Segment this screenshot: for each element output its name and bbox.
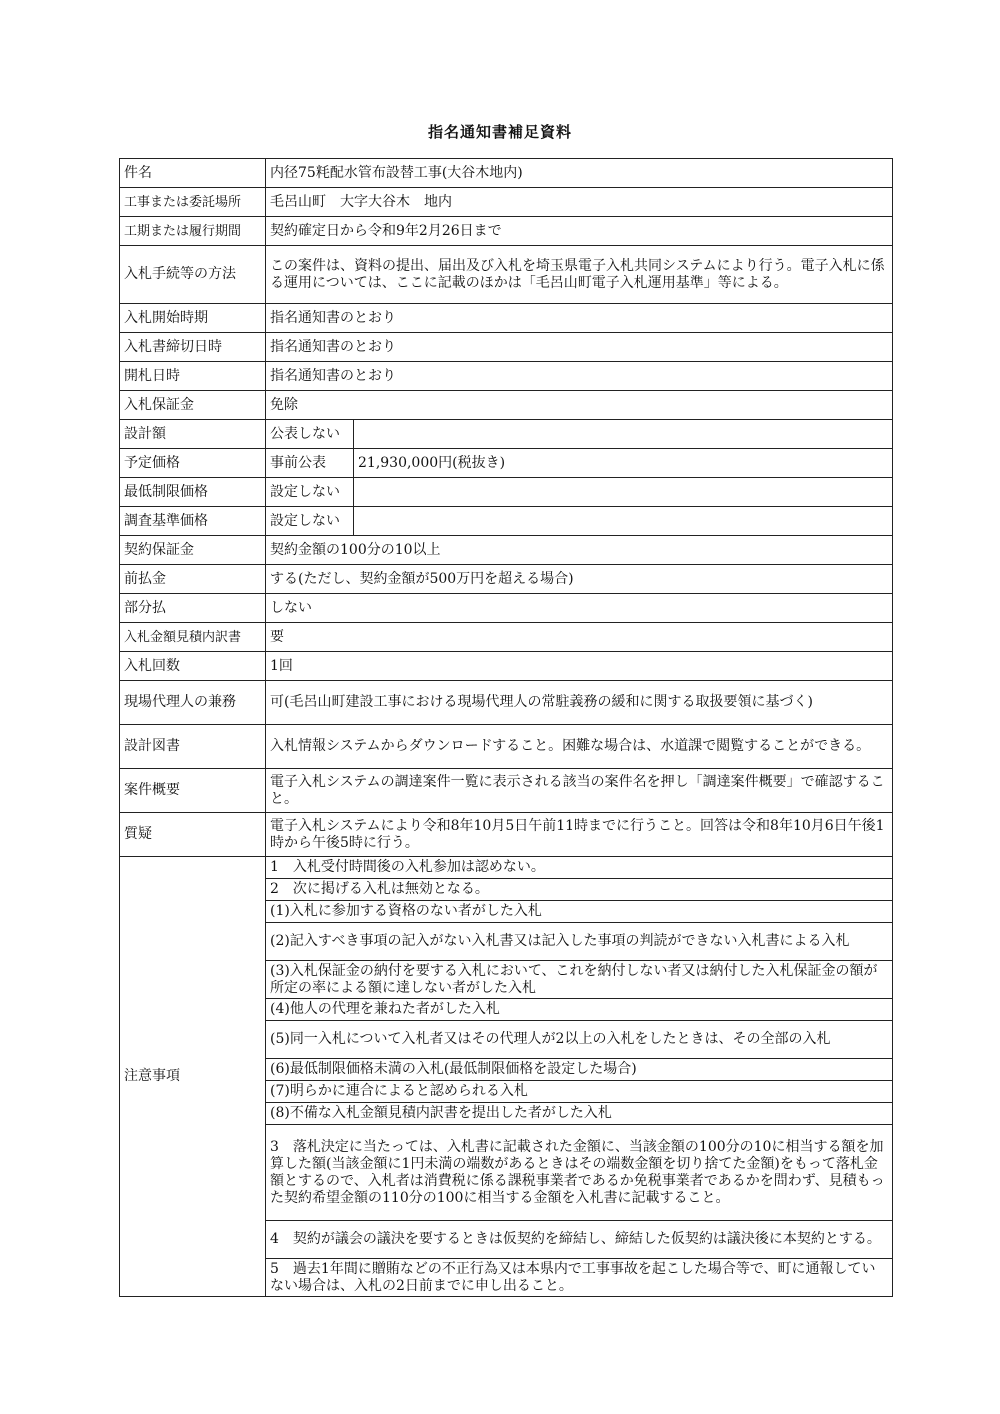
- row-value-primary: 設定しない: [266, 507, 354, 536]
- row-sekkeigaku: [120, 420, 893, 449]
- note-item: 3 落札決定に当たっては、入札書に記載された金額に、当該金額の100分の10に相当する額を加算した額(当該金額に1円未満の端数があるときはその端数金額を切り捨てた金額)をもって落札金額とするので、入札者は消費税に係る課税事業者であるか免税事業者であるかを問わず、見積もった契約希望金額の110分の100に相当する金額を入札書に記載すること。: [266, 1125, 893, 1221]
- row-zusho: [120, 725, 893, 769]
- row-kaisu: [120, 652, 893, 681]
- row-value: 契約確定日から令和9年2月26日まで: [266, 217, 893, 246]
- row-label: 件名: [120, 159, 266, 188]
- row-hoshokin: [120, 391, 893, 420]
- row-kikan: [120, 217, 893, 246]
- row-value: 指名通知書のとおり: [266, 304, 893, 333]
- row-value: 電子入札システムの調達案件一覧に表示される該当の案件名を押し「調達案件概要」で確認すること。: [266, 769, 893, 813]
- note-item: 5 過去1年間に贈賄などの不正行為又は本県内で工事事故を起こした場合等で、町に通報していない場合は、入札の2日前までに申し出ること。: [266, 1259, 893, 1297]
- row-value: 指名通知書のとおり: [266, 362, 893, 391]
- note-item: 2 次に掲げる入札は無効となる。: [266, 879, 893, 901]
- row-value: 毛呂山町 大字大谷木 地内: [266, 188, 893, 217]
- row-label: 入札手続等の方法: [120, 246, 266, 304]
- row-value: 電子入札システムにより令和8年10月5日午前11時までに行うこと。回答は令和8年10月6日午後1時から午後5時に行う。: [266, 813, 893, 857]
- row-label: 開札日時: [120, 362, 266, 391]
- row-kaishi: [120, 304, 893, 333]
- row-label: 部分払: [120, 594, 266, 623]
- info-table: [119, 158, 893, 1297]
- row-value: 契約金額の100分の10以上: [266, 536, 893, 565]
- row-value: する(ただし、契約金額が500万円を超える場合): [266, 565, 893, 594]
- row-value-primary: 設定しない: [266, 478, 354, 507]
- note-item: (6)最低制限価格未満の入札(最低制限価格を設定した場合): [266, 1059, 893, 1081]
- row-value: 免除: [266, 391, 893, 420]
- row-value-secondary: [354, 420, 893, 449]
- row-label: 調査基準価格: [120, 507, 266, 536]
- note-item: (7)明らかに連合によると認められる入札: [266, 1081, 893, 1103]
- notes-label: 注意事項: [120, 857, 266, 1297]
- row-value: 入札情報システムからダウンロードすること。困難な場合は、水道課で閲覧することができる。: [266, 725, 893, 769]
- row-label: 契約保証金: [120, 536, 266, 565]
- row-uchiwake: [120, 623, 893, 652]
- row-value-primary: 公表しない: [266, 420, 354, 449]
- row-value: 可(毛呂山町建設工事における現場代理人の常駐義務の緩和に関する取扱要領に基づく): [266, 681, 893, 725]
- row-saitei: [120, 478, 893, 507]
- row-keiyaku-hosho: [120, 536, 893, 565]
- row-bubun: [120, 594, 893, 623]
- row-label: 前払金: [120, 565, 266, 594]
- row-label: 設計図書: [120, 725, 266, 769]
- row-gaiyo: [120, 769, 893, 813]
- row-shimekiri: [120, 333, 893, 362]
- row-label: 工事または委託場所: [120, 188, 266, 217]
- row-label: 入札書締切日時: [120, 333, 266, 362]
- note-item: (8)不備な入札金額見積内訳書を提出した者がした入札: [266, 1103, 893, 1125]
- row-kenmei: [120, 159, 893, 188]
- row-value-secondary: 21,930,000円(税抜き): [354, 449, 893, 478]
- note-item: (3)入札保証金の納付を要する入札において、これを納付しない者又は納付した入札保証金の額が所定の率による額に達しない者がした入札: [266, 961, 893, 999]
- note-item: (1)入札に参加する資格のない者がした入札: [266, 901, 893, 923]
- row-value: この案件は、資料の提出、届出及び入札を埼玉県電子入札共同システムにより行う。電子入札に係る運用については、ここに記載のほかは「毛呂山町電子入札運用基準」等による。: [266, 246, 893, 304]
- note-item: (5)同一入札について入札者又はその代理人が2以上の入札をしたときは、その全部の入札: [266, 1021, 893, 1059]
- row-label: 工期または履行期間: [120, 217, 266, 246]
- row-maebarai: [120, 565, 893, 594]
- row-label: 最低制限価格: [120, 478, 266, 507]
- row-label: 設計額: [120, 420, 266, 449]
- row-value: 内径75粍配水管布設替工事(大谷木地内): [266, 159, 893, 188]
- row-label: 予定価格: [120, 449, 266, 478]
- row-label: 案件概要: [120, 769, 266, 813]
- document-title: 指名通知書補足資料: [427, 123, 572, 141]
- note-item: 1 入札受付時間後の入札参加は認めない。: [266, 857, 893, 879]
- row-label: 現場代理人の兼務: [120, 681, 266, 725]
- row-kaisatsu: [120, 362, 893, 391]
- row-value: 1回: [266, 652, 893, 681]
- row-shitsugi: [120, 813, 893, 857]
- note-item: (4)他人の代理を兼ねた者がした入札: [266, 999, 893, 1021]
- row-label: 入札開始時期: [120, 304, 266, 333]
- row-label: 入札金額見積内訳書: [120, 623, 266, 652]
- row-value-primary: 事前公表: [266, 449, 354, 478]
- row-value: 指名通知書のとおり: [266, 333, 893, 362]
- note-item: (2)記入すべき事項の記入がない入札書又は記入した事項の判読ができない入札書による入札: [266, 923, 893, 961]
- row-label: 入札回数: [120, 652, 266, 681]
- row-label: 入札保証金: [120, 391, 266, 420]
- row-value-secondary: [354, 507, 893, 536]
- row-value-secondary: [354, 478, 893, 507]
- row-value: しない: [266, 594, 893, 623]
- row-chosa: [120, 507, 893, 536]
- notes-row: [120, 857, 893, 879]
- row-value: 要: [266, 623, 893, 652]
- row-yotei: [120, 449, 893, 478]
- row-kennmu: [120, 681, 893, 725]
- row-houhou: [120, 246, 893, 304]
- row-label: 質疑: [120, 813, 266, 857]
- note-item: 4 契約が議会の議決を要するときは仮契約を締結し、締結した仮契約は議決後に本契約とする。: [266, 1221, 893, 1259]
- row-basho: [120, 188, 893, 217]
